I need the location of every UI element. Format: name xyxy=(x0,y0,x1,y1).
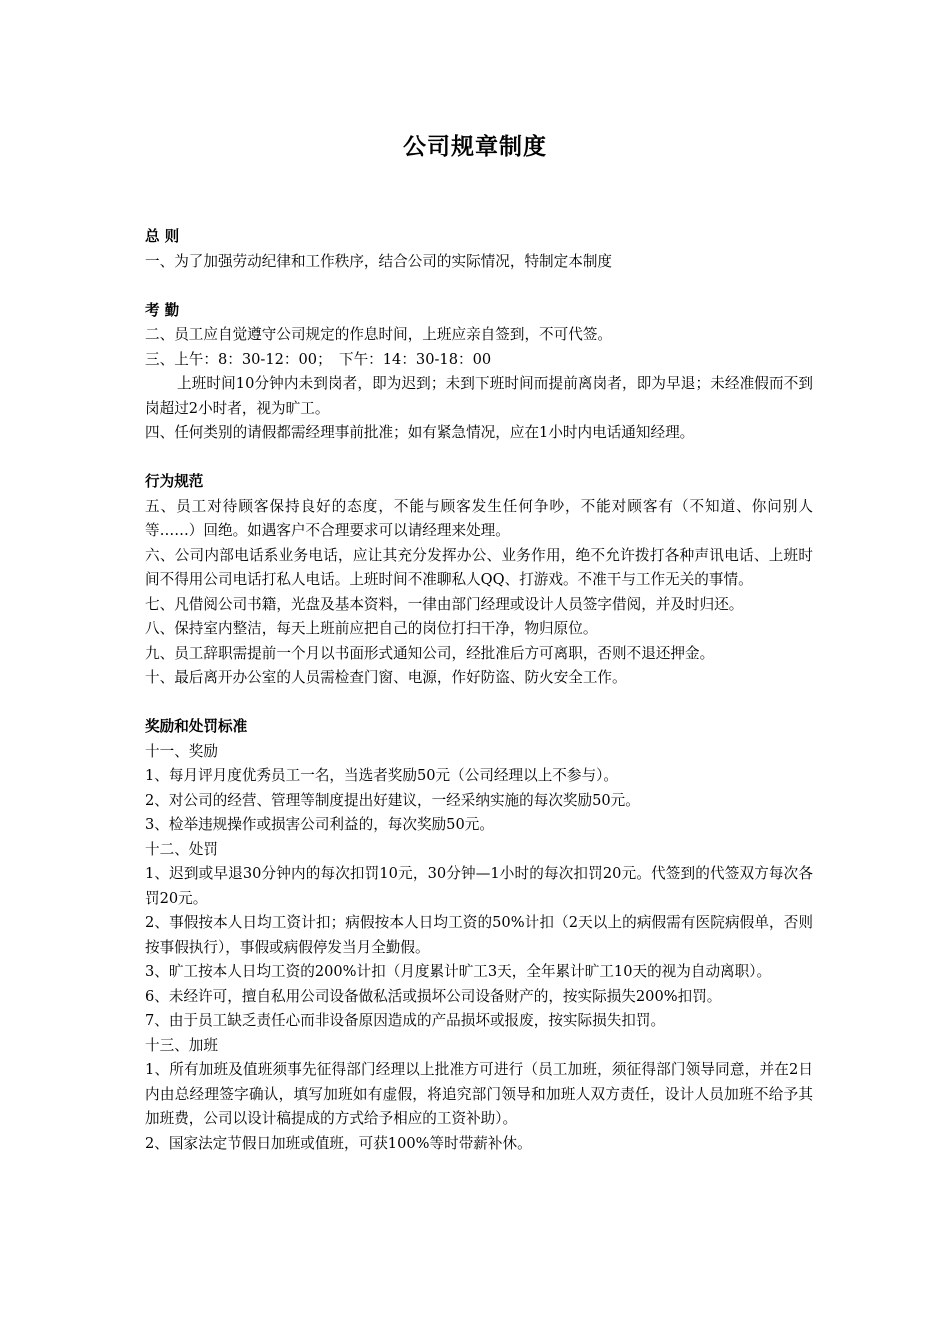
paragraph: 7、由于员工缺乏责任心而非设备原因造成的产品损坏或报废，按实际损失扣罚。 xyxy=(145,1012,666,1029)
spacer xyxy=(145,446,813,471)
paragraph: 2、国家法定节假日加班或值班，可获100%等时带薪补休。 xyxy=(145,1134,532,1152)
paragraph: 六、公司内部电话系业务电话，应让其充分发挥办公、业务作用，绝不允许拨打各种声讯电话、上班时间不得用公司电话打私人电话。上班时间不准聊私人QQ、打游戏。不准干与工作无关的事情。 xyxy=(145,546,813,588)
paragraph: 一、为了加强劳动纪律和工作秩序，结合公司的实际情况，特制定本制度 xyxy=(145,252,613,270)
paragraph: 6、未经许可，擅自私用公司设备做私活或损坏公司设备财产的，按实际损失200%扣罚。 xyxy=(145,987,722,1005)
paragraph: 十一、奖励 xyxy=(145,742,218,760)
paragraph: 七、凡借阅公司书籍，光盘及基本资料，一律由部门经理或设计人员签字借阅，并及时归还。 xyxy=(145,595,744,613)
paragraph: 1、每月评月度优秀员工一名，当选者奖励50元（公司经理以上不参与）。 xyxy=(145,767,618,784)
document-body xyxy=(145,225,813,1156)
paragraph: 上班时间10分钟内未到岗者，即为迟到；未到下班时间而提前离岗者，即为早退；未经准假而不到岗超过2小时者，视为旷工。 xyxy=(145,375,813,417)
document-title: 公司规章制度 xyxy=(403,134,547,160)
paragraph: 十三、加班 xyxy=(145,1036,218,1054)
paragraph: 四、任何类别的请假都需经理事前批准；如有紧急情况，应在1小时内电话通知经理。 xyxy=(145,424,695,441)
paragraph: 3、旷工按本人日均工资的200%计扣（月度累计旷工3天，全年累计旷工10天的视为自动离职）。 xyxy=(145,963,772,980)
section-heading-rewards: 奖励和处罚标准 xyxy=(145,718,248,735)
paragraph: 八、保持室内整洁，每天上班前应把自己的岗位打扫干净，物归原位。 xyxy=(145,620,598,637)
spacer xyxy=(145,691,813,716)
paragraph: 2、对公司的经营、管理等制度提出好建议，一经采纳实施的每次奖励50元。 xyxy=(145,791,640,809)
paragraph: 九、员工辞职需提前一个月以书面形式通知公司，经批准后方可离职，否则不退还押金。 xyxy=(145,644,715,662)
paragraph: 十二、处罚 xyxy=(145,840,218,858)
paragraph: 五、员工对待顾客保持良好的态度，不能与顾客发生任何争吵，不能对顾客有（不知道、你问别人等……）回绝。如遇客户不合理要求可以请经理来处理。 xyxy=(145,497,813,539)
paragraph: 二、员工应自觉遵守公司规定的作息时间，上班应亲自签到，不可代签。 xyxy=(145,326,613,343)
paragraph: 1、迟到或早退30分钟内的每次扣罚10元，30分钟—1小时的每次扣罚20元。代签到的代签双方每次各罚20元。 xyxy=(145,865,813,907)
paragraph: 十、最后离开办公室的人员需检查门窗、电源，作好防盗、防火安全工作。 xyxy=(145,669,627,686)
paragraph: 2、事假按本人日均工资计扣；病假按本人日均工资的50%计扣（2天以上的病假需有医院病假单，否则按事假执行），事假或病假停发当月全勤假。 xyxy=(145,914,813,956)
paragraph: 3、检举违规操作或损害公司利益的，每次奖励50元。 xyxy=(145,816,494,833)
paragraph: 三、上午：8：30-12：00； 下午：14：30-18：00 xyxy=(145,350,492,368)
section-heading-general: 总 则 xyxy=(145,228,180,245)
section-heading-attendance: 考 勤 xyxy=(145,301,180,319)
section-heading-conduct: 行为规范 xyxy=(145,473,204,490)
paragraph: 1、所有加班及值班须事先征得部门经理以上批准方可进行（员工加班，须征得部门领导同意，并在2日内由总经理签字确认，填写加班如有虚假，将追究部门领导和加班人双方责任，设计人员加班不给予其加班费，公司以设计稿提成的方式给予相应的工资补助）。 xyxy=(145,1061,813,1127)
spacer xyxy=(145,274,813,299)
